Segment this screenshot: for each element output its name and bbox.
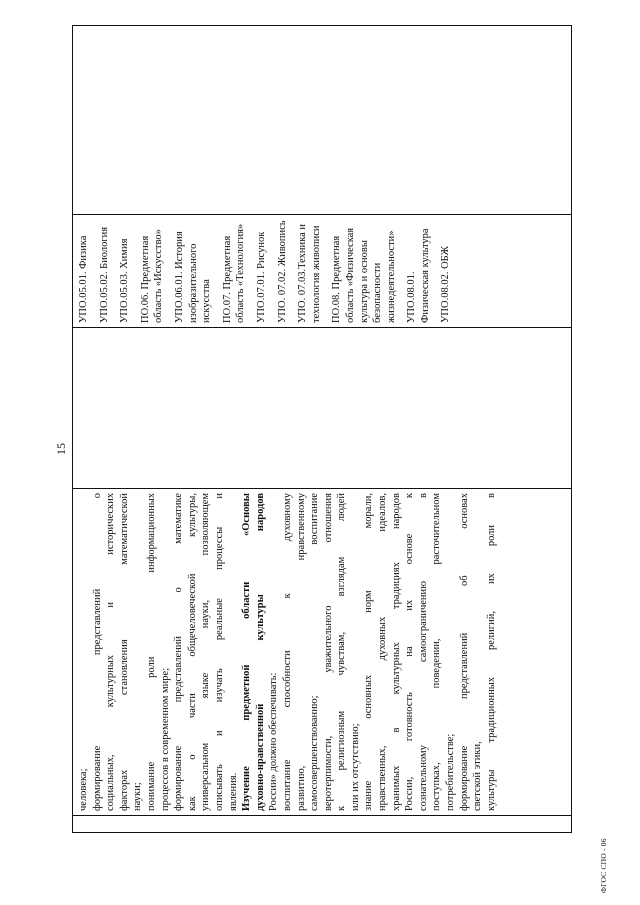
requirement-line: знание основных норм морали,: [363, 493, 375, 811]
subjects-list: [77, 219, 453, 323]
requirement-line: формирование представлений о математике: [173, 493, 185, 811]
requirements-text: [77, 493, 498, 811]
requirement-line: формирование представлений о: [91, 493, 103, 811]
requirement-line: хранимых в культурных традициях народов: [390, 493, 402, 811]
requirement-line: России» должно обеспечивать:: [268, 672, 280, 811]
requirement-line: культуры традиционных религий, их роли в: [485, 493, 497, 811]
document-footer: ФГОС СПО - 06: [599, 838, 608, 893]
requirement-line: универсальном языке науки, позволяющем: [200, 493, 212, 811]
subject-item: УПО. 07.03.Техника и технология живописи: [297, 224, 322, 323]
requirement-line: процессов в современном мире;: [159, 667, 171, 811]
subject-item: УПО.05.01. Физика: [78, 235, 89, 323]
requirement-line: Изучение предметной области «Основы: [241, 493, 253, 811]
subject-item: ПО.06. Предметная область «Искусство»: [139, 229, 165, 323]
requirement-line: веротерпимости, уважительного отношения: [322, 493, 334, 811]
requirement-line: факторах становления математической: [118, 493, 130, 811]
requirement-line: поступках, поведении, расточительном: [431, 493, 443, 811]
subject-item: ПО.08. Предметная область «Физическая культура и основы безопасности жизнедеятельности»: [331, 227, 397, 323]
requirement-line: к религиозным чувствам, взглядам людей: [336, 493, 348, 811]
subject-item: УПО.07.01. Рисунок: [255, 231, 267, 323]
requirement-line: развитию, нравственному: [295, 493, 307, 811]
subject-item: ПО.07. Предметная область «Технология»: [221, 223, 247, 323]
requirement-line: светской этики,: [472, 741, 484, 811]
requirement-line: человека;: [78, 768, 89, 811]
requirements-cell: [73, 489, 572, 816]
requirement-line: нравственных, духовных идеалов,: [377, 493, 389, 811]
subject-item: УПО.06.01. История изобразительного искусства: [173, 231, 213, 323]
subject-item: УПО. 07.02. Живопись: [276, 220, 288, 323]
table-row: [73, 26, 572, 833]
requirement-line: формирование представлений об основах: [458, 493, 470, 811]
empty-cell-left: [73, 816, 572, 833]
curriculum-table: [72, 25, 572, 833]
requirement-line: России, готовность на их основе к: [404, 493, 416, 811]
requirement-line: потребительстве;: [445, 733, 457, 811]
empty-cell-middle: [73, 328, 572, 489]
requirement-line: воспитание способности к духовному: [281, 493, 293, 811]
requirement-line: как о части общечеловеческой культуры,: [186, 493, 198, 811]
subjects-cell: [73, 215, 572, 328]
requirement-line: духовно-нравственной культуры народов: [254, 493, 266, 811]
subject-item: УПО.05.02. Биология: [98, 226, 110, 323]
empty-cell-right: [73, 26, 572, 215]
subject-item: УПО.08.01. Физическая культура: [406, 228, 431, 323]
requirement-line: понимание роли информационных: [145, 493, 157, 811]
requirement-line: сознательному самоограничению в: [417, 493, 429, 811]
requirement-line: описывать и изучать реальные процессы и: [213, 493, 225, 811]
page-number: 15: [54, 443, 68, 455]
requirement-line: науки;: [132, 782, 144, 811]
requirement-line: социальных, культурных и исторических: [105, 493, 117, 811]
requirement-line: самосовершенствованию; воспитание: [309, 493, 321, 811]
requirement-line: или их отсутствию;: [349, 723, 361, 811]
subject-item: УПО.08.02. ОБЖ: [440, 246, 452, 323]
requirement-line: явления.: [227, 772, 239, 811]
subject-item: УПО.05.03. Химия: [119, 238, 131, 323]
